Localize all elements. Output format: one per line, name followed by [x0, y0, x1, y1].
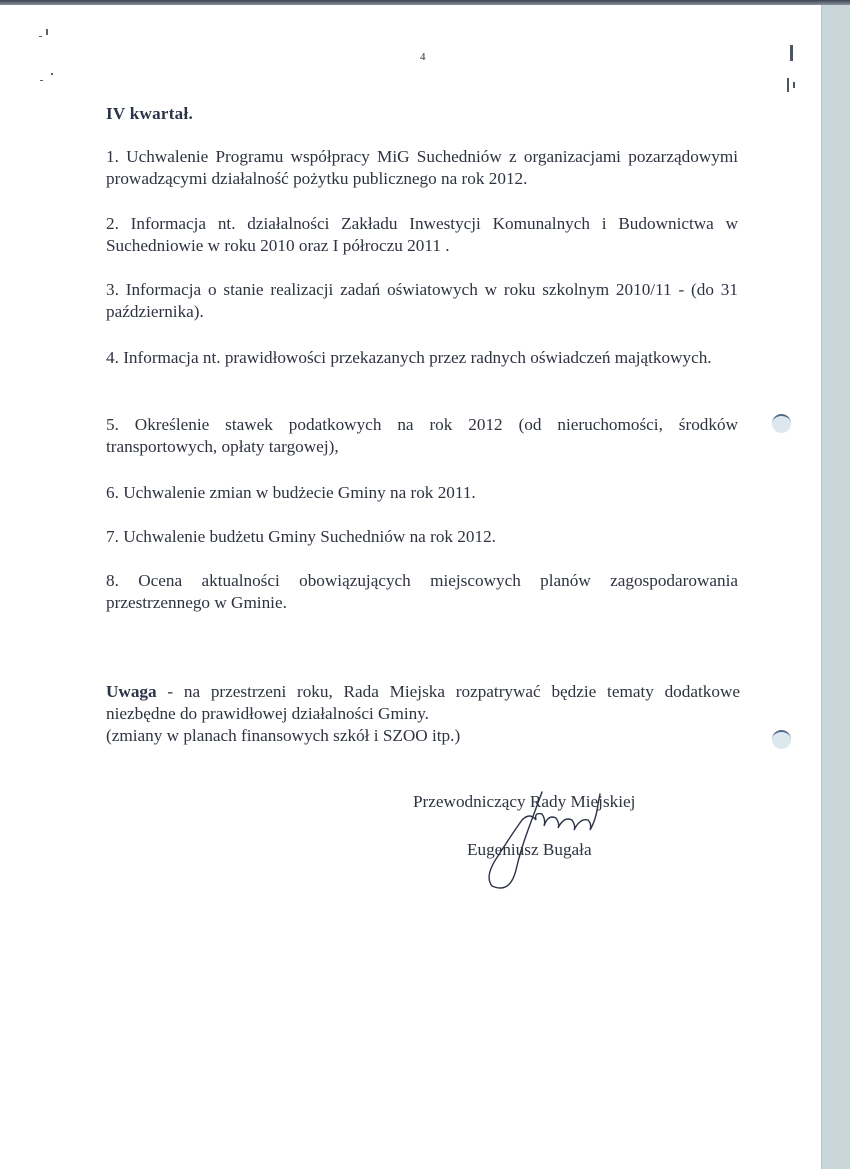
page-number: 4 [420, 51, 426, 63]
scan-top-edge [0, 0, 850, 5]
note-text: - na przestrzeni roku, Rada Miejska rozpatrywać będzie tematy dodatkowe niezbędne do prawidłowej działalności Gminy. [106, 682, 740, 723]
scan-speck [793, 82, 795, 88]
section-title: IV kwartał. [106, 104, 194, 123]
agenda-item: 7. Uchwalenie budżetu Gminy Suchedniów na rok 2012. [106, 527, 496, 546]
agenda-item: 6. Uchwalenie zmian w budżecie Gminy na rok 2011. [106, 483, 476, 502]
scan-speck [46, 29, 48, 35]
agenda-item: 1. Uchwalenie Programu współpracy MiG Suchedniów z organizacjami pozarządowymi prowadzącymi działalność pożytku publicznego na rok 2012. [106, 147, 738, 188]
scan-speck [40, 80, 43, 81]
agenda-item: 5. Określenie stawek podatkowych na rok 2012 (od nieruchomości, środków transportowych, opłaty targowej), [106, 415, 738, 456]
punch-hole-icon [772, 414, 791, 433]
agenda-item: 3. Informacja o stanie realizacji zadań oświatowych w roku szkolnym 2010/11 - (do 31 października). [106, 280, 738, 321]
signatory-title: Przewodniczący Rady Miejskiej [413, 792, 636, 811]
punch-hole-icon [772, 730, 791, 749]
handwritten-signature-icon [480, 790, 630, 895]
scan-speck [39, 36, 42, 37]
note-extra: (zmiany w planach finansowych szkół i SZOO itp.) [106, 726, 461, 745]
agenda-item: 2. Informacja nt. działalności Zakładu Inwestycji Komunalnych i Budownictwa w Suchedniowie w roku 2010 oraz I półroczu 2011 . [106, 214, 738, 255]
signatory-name: Eugeniusz Bugała [467, 840, 592, 859]
note-paragraph [106, 681, 740, 747]
scan-right-margin [821, 5, 850, 1169]
scan-speck [787, 78, 789, 92]
note-label: Uwaga [106, 682, 157, 701]
agenda-item: 8. Ocena aktualności obowiązujących miejscowych planów zagospodarowania przestrzennego w Gminie. [106, 571, 738, 612]
agenda-item: 4. Informacja nt. prawidłowości przekazanych przez radnych oświadczeń majątkowych. [106, 348, 712, 367]
scan-speck [51, 73, 53, 75]
scan-speck [790, 45, 793, 61]
